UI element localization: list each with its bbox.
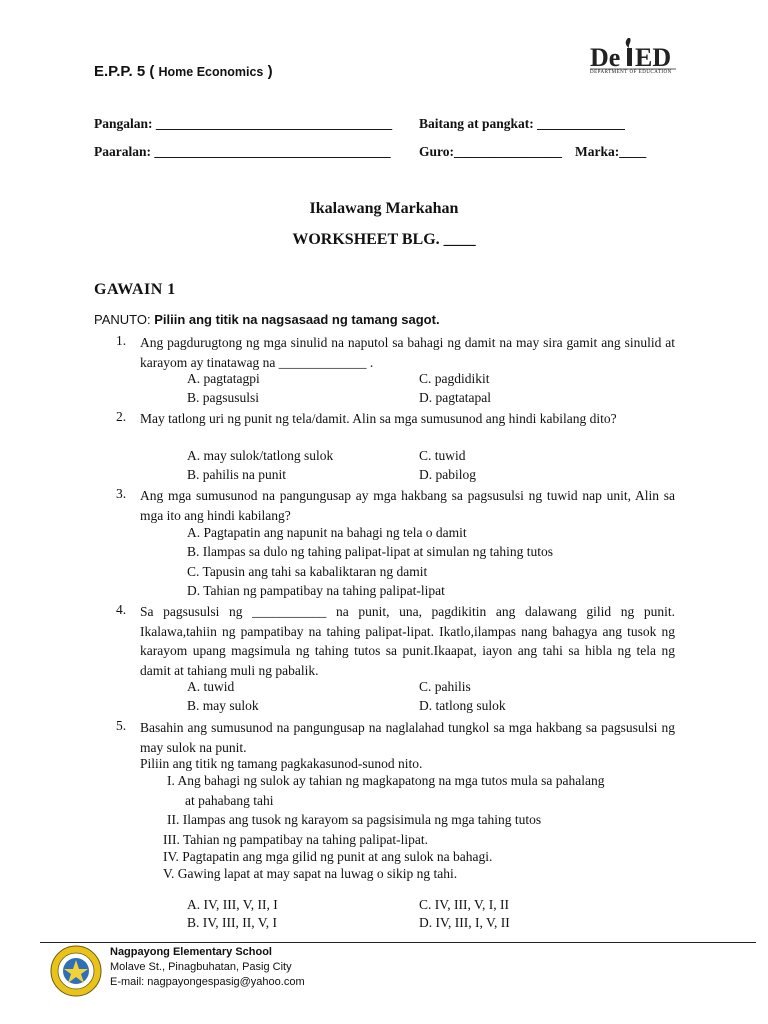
q4-text: Sa pagsusulsi ng ___________ na punit, una, pagdikitin ang dalawang gilid ng punit. Ikalawa,tahiin ng pampatibay na tahing palipat-lipat. Ikatlo,ilampas nang bahagya ang tusok ng karayom upang magsimula ng tahing tutos sa punit.Ikaapat, iayon ang tahi sa hibla ng tela ng damit at tahiang muli ng pabalik. [140,604,675,678]
q5-step-i: I. Ang bahagi ng sulok ay tahian ng magkapatong na mga tutos mula sa pahalang [167,773,605,788]
footer-address: Molave St., Pinagbuhatan, Pasig City [110,961,292,973]
q3-text: Ang mga sumusunod na pangungusap ay mga hakbang sa pagsusulsi ng tuwid nap unit, Alin sa mga ito ang hindi kabilang? [140,488,675,523]
q3-option-d[interactable]: D. Tahian ng pampatibay na tahing palipat-lipat [187,583,445,598]
q2-option-c[interactable]: C. tuwid [419,448,466,463]
q4-option-c[interactable]: C. pahilis [419,679,471,694]
name-field[interactable]: Pangalan: ___________________________________ [94,116,393,131]
deped-logo [588,32,680,80]
instructions: PANUTO: Piliin ang titik na nagsasaad ng tamang sagot. [94,312,440,327]
q5-step-i-cont: at pahabang tahi [185,793,274,808]
q5-option-a[interactable]: A. IV, III, V, II, I [187,897,278,912]
school-field[interactable]: Paaralan: ___________________________________ [94,144,391,159]
q5-step-iii: III. Tahian ng pampatibay na tahing palipat-lipat. [163,832,428,847]
q3-option-c[interactable]: C. Tapusin ang tahi sa kabaliktaran ng damit [187,564,428,579]
activity-heading: GAWAIN 1 [94,281,176,298]
q1-text: Ang pagdurugtong ng mga sinulid na naputol sa bahagi ng damit na may sira gamit ang sinulid at karayom ay tinatawag na _____________ . [140,335,675,370]
q1-option-d[interactable]: D. pagtatapal [419,390,491,405]
q1-number: 1. [116,333,127,348]
q5-option-d[interactable]: D. IV, III, I, V, II [419,915,510,930]
school-seal [50,945,102,997]
subject-heading [94,63,273,80]
logo-caption: DEPARTMENT OF EDUCATION [590,70,672,75]
q2-text: May tatlong uri ng punit ng tela/damit. Alin sa mga sumusunod ang hindi kabilang dito? [140,411,617,426]
q5-option-c[interactable]: C. IV, III, V, I, II [419,897,509,912]
q1-option-c[interactable]: C. pagdidikit [419,371,490,386]
q5-step-v: V. Gawing lapat at may sapat na luwag o sikip ng tahi. [163,866,458,881]
q3-option-a[interactable]: A. Pagtapatin ang napunit na bahagi ng tela o damit [187,525,467,540]
q5-step-ii: II. Ilampas ang tusok ng karayom sa pagsisimula ng mga tahing tutos [167,812,542,827]
q5-instruction: Piliin ang titik ng tamang pagkakasunod-sunod nito. [140,756,423,771]
subject-main: E.P.P. 5 ( [94,63,155,80]
worksheet-title: WORKSHEET BLG. ____ [292,231,476,248]
q4-option-d[interactable]: D. tatlong sulok [419,698,506,713]
q1-option-a[interactable]: A. pagtatagpi [187,371,260,386]
instructions-label: PANUTO [94,312,147,327]
q1-option-b[interactable]: B. pagsusulsi [187,390,260,405]
footer-school-name: Nagpayong Elementary School [110,946,272,958]
q2-number: 2. [116,409,127,424]
q2-option-a[interactable]: A. may sulok/tatlong sulok [187,448,334,463]
q2-option-d[interactable]: D. pabilog [419,467,476,482]
q5-number: 5. [116,718,127,733]
q3-number: 3. [116,486,127,501]
q4-number: 4. [116,602,127,617]
grade-section-field[interactable]: Baitang at pangkat: _____________ [419,116,625,131]
q2-option-b[interactable]: B. pahilis na punit [187,467,286,482]
teacher-field[interactable]: Guro:________________ [419,144,563,159]
q4-option-b[interactable]: B. may sulok [187,698,259,713]
q5-text: Basahin ang sumusunod na pangungusap na naglalahad tungkol sa mga hakbang sa pagsusulsi ng may sulok na punit. [140,720,675,755]
subject-close: ) [267,63,273,80]
q5-step-iv: IV. Pagtapatin ang mga gilid ng punit at ang sulok na bahagi. [163,849,493,864]
subject-sub: Home Economics [158,65,264,79]
footer-email[interactable]: E-mail: nagpayongespasig@yahoo.com [110,976,305,988]
svg-text:De: De [590,43,621,72]
q5-option-b[interactable]: B. IV, III, II, V, I [187,915,277,930]
score-field[interactable]: Marka:____ [575,144,647,159]
q4-option-a[interactable]: A. tuwid [187,679,235,694]
instructions-text: Piliin ang titik na nagsasaad ng tamang sagot. [154,312,440,327]
q3-option-b[interactable]: B. Ilampas sa dulo ng tahing palipat-lipat at simulan ng tahing tutos [187,544,553,559]
footer-divider [40,942,756,943]
svg-text:ED: ED [635,43,672,72]
quarter-title: Ikalawang Markahan [309,200,459,217]
